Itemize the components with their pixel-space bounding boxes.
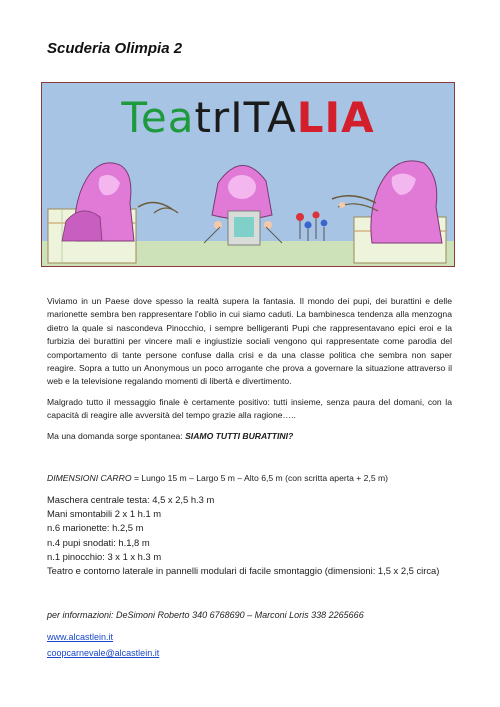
poster-banner (41, 82, 455, 267)
cart-dimensions (47, 473, 388, 483)
question-prefix: Ma una domanda sorge spontanea: (47, 431, 186, 441)
question-paragraph (47, 430, 452, 443)
banner-title (42, 93, 454, 143)
spec-item: n.6 marionette: h.2,5 m (47, 522, 144, 534)
page-title: Scuderia Olimpia 2 (47, 40, 183, 57)
dimensions-label: DIMENSIONI CARRO = (47, 473, 142, 483)
question-emphasis: SIAMO TUTTI BURATTINI? (185, 431, 294, 441)
spec-item: Teatro e contorno laterale in pannelli modulari di facile smontaggio (dimensioni: 1,5 x 2,5 circa) (47, 565, 440, 577)
right-hooded-puppet (371, 161, 442, 243)
website-link[interactable]: www.alcastlein.it (47, 632, 114, 642)
spec-item: n.1 pinocchio: 3 x 1 x h.3 m (47, 550, 162, 562)
banner-title-part-tea: Tea (121, 93, 195, 142)
banner-title-part-trita: trITA (194, 93, 297, 142)
specs-list (47, 493, 439, 578)
banner-title-part-lia: LIA (296, 93, 375, 142)
email-link[interactable]: coopcarnevale@alcastlein.it (47, 648, 160, 658)
message-paragraph: Malgrado tutto il messaggio finale è certamente positivo: tutti insieme, senza paura del domani, con la capacità di reagire alle avversità del tempo grazie alla ragione….. (47, 397, 452, 421)
dimensions-value: Lungo 15 m – Largo 5 m – Alto 6,5 m (con scritta aperta + 2,5 m) (141, 473, 389, 483)
spec-item: Maschera centrale testa: 4,5 x 2,5 h.3 m (47, 494, 215, 505)
spec-item: Mani smontabili 2 x 1 h.1 m (47, 508, 162, 520)
puppets-illustration (42, 143, 454, 266)
intro-paragraph: Viviamo in un Paese dove spesso la realtà supera la fantasia. Il mondo dei pupi, dei burattini e delle marionette sembra ben rappresentare l'oblio in cui siamo caduti. La bambinesca tendenza alla menzogna dietro la quale si nascondeva Pinocchio, i sempre belligeranti Pupi che rappresentavano epici eroi e la furbizia dei burattini per vincere mali e ingiustizie sociali vengono qui rappresentate come parodia del comportamento di tante persone confuse dalla crisi e da una classe politica che sembra non saper reagire. Sopra a tutto un Anonymous un poco arrogante che prova a governare la situazione attraverso il web e la televisione regalando momenti di libertà e divertimento. (47, 296, 452, 387)
contact-info: per informazioni: DeSimoni Roberto 340 6768690 – Marconi Loris 338 2265666 (47, 610, 364, 620)
spec-item: n.4 pupi snodati: h.1,8 m (47, 536, 150, 548)
